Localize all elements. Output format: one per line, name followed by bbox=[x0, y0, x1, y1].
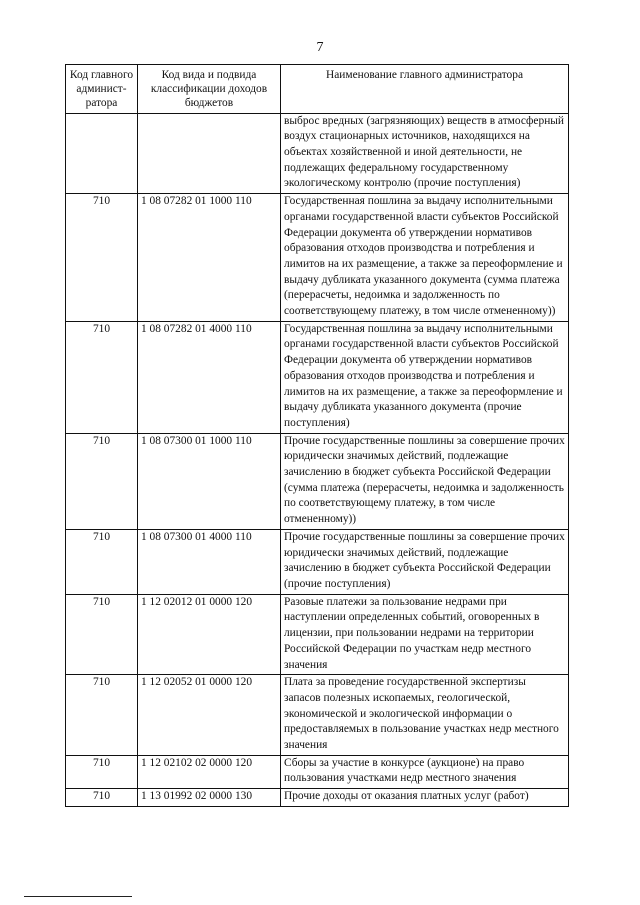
income-name-cell: Разовые платежи за пользование недрами при наступлении определенных событий, оговоренных в лицензии, при пользовании недрами на территории Российской Федерации по участкам недр местного значения bbox=[281, 594, 569, 675]
table-row bbox=[66, 675, 569, 756]
admin-code-cell: 710 bbox=[66, 194, 138, 322]
header-admin-code: Код главного админист-ратора bbox=[66, 65, 138, 114]
table-row bbox=[66, 594, 569, 675]
income-name-cell: Плата за проведение государственной экспертизы запасов полезных ископаемых, геологической, экономической и экологической информации о предоставляемых в пользование участках недр местного значения bbox=[281, 675, 569, 756]
admin-code-cell: 710 bbox=[66, 675, 138, 756]
income-code-cell bbox=[138, 113, 281, 194]
header-income-code: Код вида и подвида классификации доходов бюджетов bbox=[138, 65, 281, 114]
income-name-cell: Прочие государственные пошлины за совершение прочих юридически значимых действий, подлежащие зачислению в бюджет субъекта Российской Федерации (прочие поступления) bbox=[281, 529, 569, 594]
income-code-cell: 1 08 07282 01 1000 110 bbox=[138, 194, 281, 322]
admin-code-cell: 710 bbox=[66, 755, 138, 788]
income-code-cell: 1 13 01992 02 0000 130 bbox=[138, 789, 281, 807]
income-name-cell: Государственная пошлина за выдачу исполнительными органами государственной власти субъектов Российской Федерации документа об утверждении нормативов образования отходов производства и потребления и лимитов на их размещение, а также за переоформление и выдачу дубликата указанного документа (сумма платежа (перерасчеты, недоимка и задолженность по соответствующему платежу, в том числе отмененному)) bbox=[281, 194, 569, 322]
income-name-cell: Прочие доходы от оказания платных услуг (работ) bbox=[281, 789, 569, 807]
income-name-cell: Сборы за участие в конкурсе (аукционе) на право пользования участками недр местного значения bbox=[281, 755, 569, 788]
income-code-cell: 1 12 02102 02 0000 120 bbox=[138, 755, 281, 788]
income-name-cell: Государственная пошлина за выдачу исполнительными органами государственной власти субъектов Российской Федерации документа об утверждении нормативов образования отходов производства и потребления и лимитов на их размещение, а также за переоформление и выдачу дубликата указанного документа (прочие поступления) bbox=[281, 321, 569, 433]
admin-code-cell: 710 bbox=[66, 529, 138, 594]
admin-code-cell: 710 bbox=[66, 433, 138, 529]
admin-code-cell bbox=[66, 113, 138, 194]
footnote-divider bbox=[24, 896, 132, 897]
admin-code-cell: 710 bbox=[66, 321, 138, 433]
table-row bbox=[66, 433, 569, 529]
income-code-cell: 1 12 02052 01 0000 120 bbox=[138, 675, 281, 756]
table-row bbox=[66, 789, 569, 807]
table-row bbox=[66, 113, 569, 194]
income-code-cell: 1 08 07282 01 4000 110 bbox=[138, 321, 281, 433]
revenue-classification-table bbox=[65, 64, 569, 807]
admin-code-cell: 710 bbox=[66, 789, 138, 807]
table-row bbox=[66, 529, 569, 594]
admin-code-cell: 710 bbox=[66, 594, 138, 675]
table-row bbox=[66, 321, 569, 433]
header-admin-name: Наименование главного администратора bbox=[281, 65, 569, 114]
page-number: 7 bbox=[316, 40, 324, 55]
income-name-cell: Прочие государственные пошлины за совершение прочих юридически значимых действий, подлежащие зачислению в бюджет субъекта Российской Федерации (сумма платежа (перерасчеты, недоимка и задолженность по соответствующему платежу, в том числе отмененному)) bbox=[281, 433, 569, 529]
table-body bbox=[66, 113, 569, 806]
income-code-cell: 1 08 07300 01 1000 110 bbox=[138, 433, 281, 529]
income-code-cell: 1 08 07300 01 4000 110 bbox=[138, 529, 281, 594]
income-code-cell: 1 12 02012 01 0000 120 bbox=[138, 594, 281, 675]
table-header-row bbox=[66, 65, 569, 114]
table-row bbox=[66, 194, 569, 322]
table-row bbox=[66, 755, 569, 788]
income-name-cell: выброс вредных (загрязняющих) веществ в атмосферный воздух стационарных источников, находящихся на объектах хозяйственной и иной деятельности, не подлежащих федеральному государственному экологическому контролю (прочие поступления) bbox=[281, 113, 569, 194]
